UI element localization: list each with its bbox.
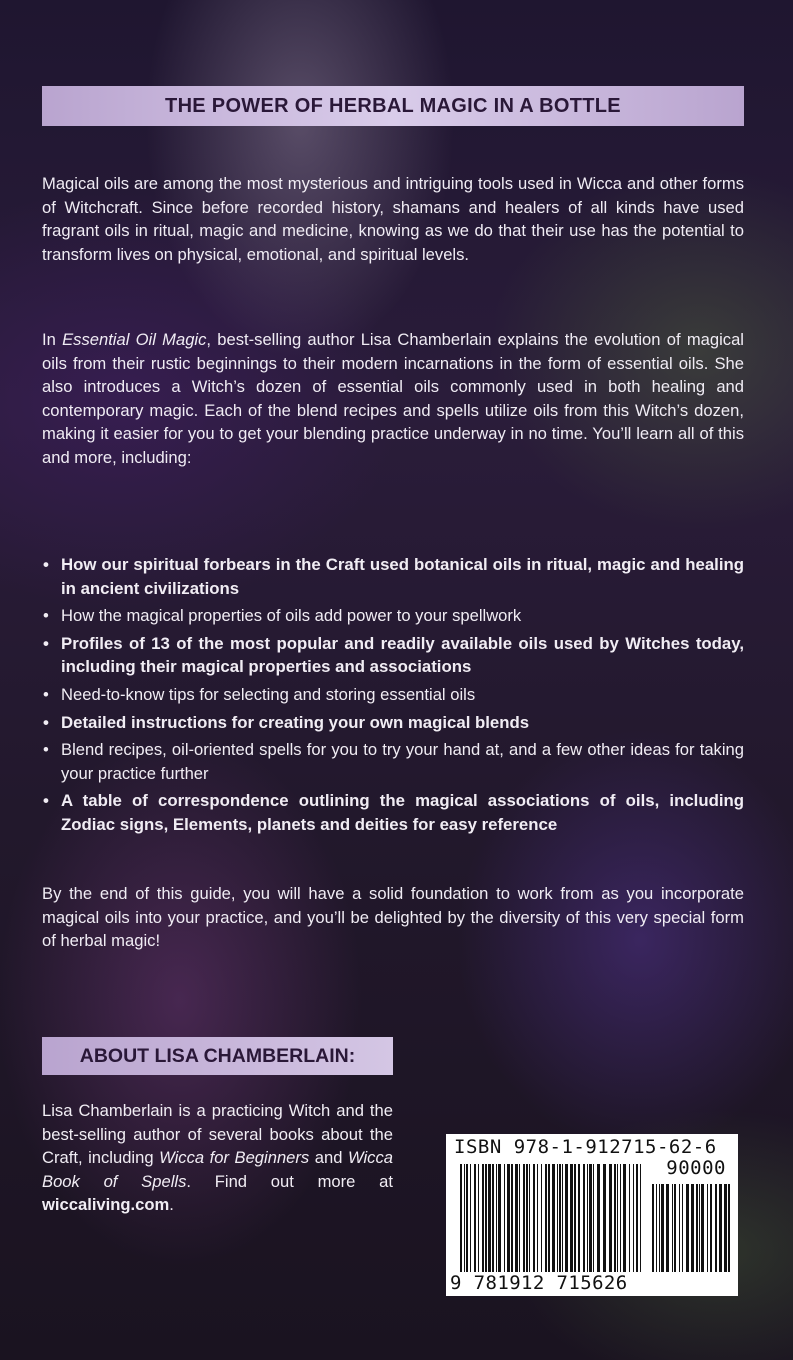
barcode-bar: [552, 1164, 555, 1272]
feature-text: Need-to-know tips for selecting and storing essential oils: [61, 684, 476, 704]
barcode-bar: [686, 1184, 689, 1272]
barcode-bar: [661, 1184, 664, 1272]
bullet-marker: •: [43, 740, 49, 760]
price-addon-code: 90000: [666, 1157, 726, 1179]
feature-item: [42, 789, 744, 836]
barcode-bar: [466, 1164, 468, 1272]
bio-book-1: Wicca for Beginners: [159, 1148, 310, 1168]
barcode-bar: [492, 1164, 494, 1272]
barcode-bar: [623, 1164, 626, 1272]
barcode-bar: [674, 1184, 676, 1272]
barcode-bar: [474, 1164, 476, 1272]
barcode-bar: [507, 1164, 510, 1272]
barcode-bar: [603, 1164, 606, 1272]
feature-text: Detailed instructions for creating your own magical blends: [61, 712, 530, 732]
barcode-bar: [597, 1164, 600, 1272]
ean-digits: 9 781912 715626: [450, 1272, 628, 1294]
barcode-bar: [715, 1184, 717, 1272]
barcode-bar: [701, 1184, 704, 1272]
barcode-bar: [488, 1164, 491, 1272]
barcode-addon-bars: [652, 1184, 730, 1272]
barcode-bar: [699, 1184, 700, 1272]
barcode-bars: [460, 1164, 644, 1272]
barcode-bar: [523, 1164, 525, 1272]
author-bio: [42, 1099, 393, 1217]
barcode-bar: [719, 1184, 722, 1272]
barcode-bar: [691, 1184, 694, 1272]
closing-paragraph: By the end of this guide, you will have a solid foundation to work from as you incorporate magical oils into your practice, and you’ll be delighted by the diversity of this very special form of herbal magic!: [42, 884, 744, 951]
feature-item: [42, 683, 744, 707]
isbn-barcode: [446, 1134, 738, 1296]
feature-text: Blend recipes, oil-oriented spells for you to try your hand at, and a few other ideas for taking your practice further: [61, 740, 744, 783]
barcode-bar: [478, 1164, 479, 1272]
bullet-marker: •: [43, 712, 49, 732]
barcode-bar: [533, 1164, 535, 1272]
barcode-bar: [464, 1164, 465, 1272]
feature-item: [42, 553, 744, 600]
barcode-bar: [609, 1164, 612, 1272]
book-title: Essential Oil Magic: [62, 330, 207, 349]
about-title: ABOUT LISA CHAMBERLAIN:: [79, 1044, 356, 1067]
barcode-bar: [545, 1164, 547, 1272]
barcode-bar: [498, 1164, 501, 1272]
feature-item: [42, 711, 744, 735]
bio-part-4: .: [169, 1195, 174, 1215]
feature-item: [42, 738, 744, 785]
headline: THE POWER OF HERBAL MAGIC IN A BOTTLE: [165, 94, 621, 117]
barcode-bar: [519, 1164, 520, 1272]
desc-lead: In: [42, 330, 63, 349]
barcode-bar: [574, 1164, 576, 1272]
barcode-bar: [617, 1164, 618, 1272]
bio-part-2: and: [309, 1148, 348, 1168]
bio-book-2: Wicca Book of Spells: [42, 1148, 393, 1191]
barcode-bar: [485, 1164, 487, 1272]
feature-item: [42, 632, 744, 679]
barcode-bar: [548, 1164, 550, 1272]
barcode-bar: [620, 1164, 621, 1272]
bullet-marker: •: [43, 633, 49, 653]
barcode-bar: [587, 1164, 588, 1272]
feature-text: How our spiritual forbears in the Craft used botanical oils in ritual, magic and healing in ancient civilizations: [61, 555, 744, 598]
about-banner: [42, 1037, 393, 1075]
barcode-bar: [672, 1184, 673, 1272]
barcode-bar: [656, 1184, 657, 1272]
barcode-bar: [583, 1164, 585, 1272]
barcode-bar: [482, 1164, 484, 1272]
barcode-bar: [504, 1164, 505, 1272]
barcode-bar: [640, 1164, 641, 1272]
barcode-bar: [593, 1164, 594, 1272]
feature-text: How the magical properties of oils add power to your spellwork: [61, 606, 522, 626]
barcode-bar: [565, 1164, 568, 1272]
feature-item: [42, 604, 744, 628]
barcode-bar: [629, 1164, 630, 1272]
barcode-bar: [707, 1184, 708, 1272]
barcode-bar: [633, 1164, 634, 1272]
barcode-bar: [728, 1184, 730, 1272]
barcode-bar: [679, 1184, 680, 1272]
barcode-bar: [460, 1164, 462, 1272]
barcode-bar: [529, 1164, 530, 1272]
desc-rest: , best-selling author Lisa Chamberlain explains the evolution of magical oils from their rustic beginnings to their modern incarnations in the form of essential oils. She also introduces a Witch’s dozen of essential oils commonly used in both healing and contemporary magic. Each of the blend recipes and spells utilize oils from this Witch’s dozen, making it easier for you to get your blending practice underway in no time. You’ll learn all of this and more, including:: [42, 330, 744, 467]
barcode-bar: [636, 1164, 638, 1272]
headline-banner: [42, 86, 744, 126]
barcode-bar: [652, 1184, 654, 1272]
barcode-bar: [537, 1164, 538, 1272]
barcode-bar: [724, 1184, 727, 1272]
isbn-number: ISBN 978-1-912715-62-6: [454, 1136, 717, 1158]
feature-text: A table of correspondence outlining the magical associations of oils, including Zodiac signs, Elements, planets and deities for easy reference: [61, 791, 744, 834]
barcode-bar: [682, 1184, 683, 1272]
barcode-bar: [614, 1164, 616, 1272]
barcode-bar: [496, 1164, 497, 1272]
barcode-bar: [562, 1164, 563, 1272]
barcode-bar: [666, 1184, 669, 1272]
barcode-bar: [541, 1164, 542, 1272]
barcode-bar: [589, 1164, 592, 1272]
bullet-marker: •: [43, 684, 49, 704]
barcode-bar: [559, 1164, 561, 1272]
barcode-bar: [659, 1184, 660, 1272]
barcode-bar: [515, 1164, 518, 1272]
bio-part-3: . Find out more at: [186, 1171, 394, 1191]
bullet-marker: •: [43, 606, 49, 626]
website-link[interactable]: wiccaliving.com: [42, 1195, 170, 1215]
description-paragraph: [42, 328, 744, 470]
barcode-bar: [710, 1184, 712, 1272]
barcode-bar: [557, 1164, 558, 1272]
barcode-bar: [578, 1164, 580, 1272]
feature-text: Profiles of 13 of the most popular and readily available oils used by Witches today, including their magical properties and associations: [61, 633, 744, 677]
barcode-bar: [470, 1164, 471, 1272]
barcode-bar: [511, 1164, 513, 1272]
bullet-marker: •: [43, 555, 49, 574]
barcode-bar: [696, 1184, 698, 1272]
barcode-bar: [570, 1164, 573, 1272]
feature-list: [42, 553, 744, 841]
barcode-bar: [526, 1164, 528, 1272]
bullet-marker: •: [43, 791, 49, 811]
intro-paragraph: Magical oils are among the most mysterious and intriguing tools used in Wicca and other forms of Witchcraft. Since before recorded history, shamans and healers of all kinds have used fragrant oils in ritual, magic and medicine, knowing as we do that their use has the potential to transform lives on physical, emotional, and spiritual levels.: [42, 174, 744, 264]
bio-part-1: Lisa Chamberlain is a practicing Witch and the best-selling author of several books about the Craft, including: [42, 1101, 393, 1168]
